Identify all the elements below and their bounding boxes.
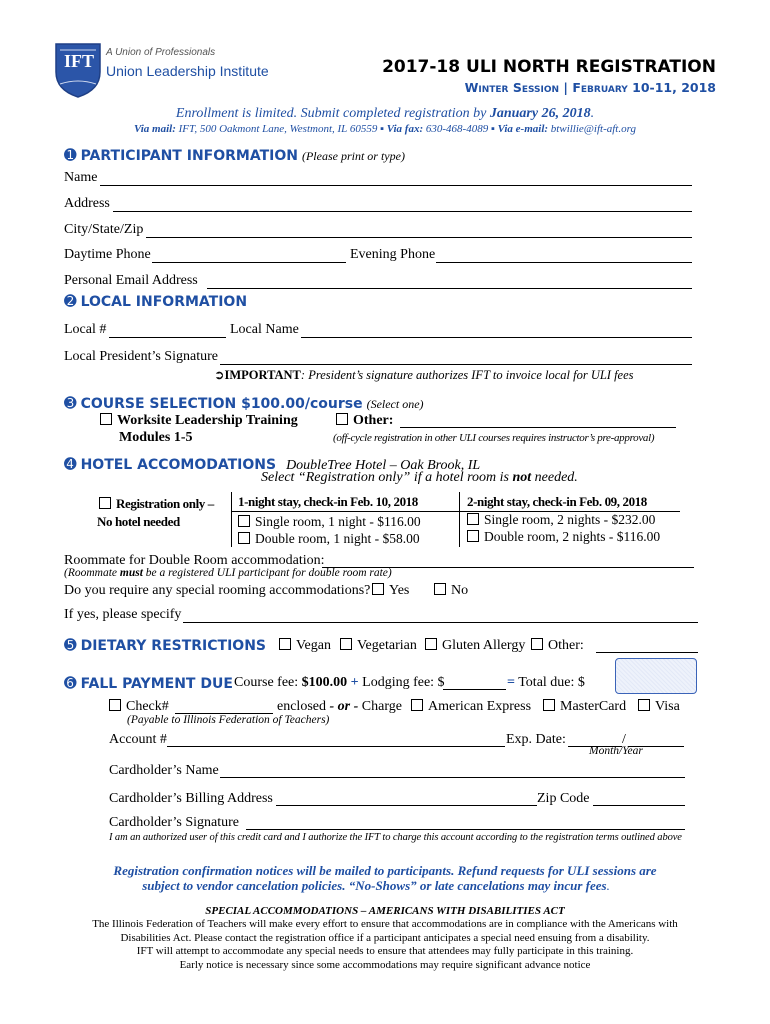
one-night-header: 1-night stay, check-in Feb. 10, 2018 — [238, 494, 418, 509]
amex-option[interactable]: American Express — [411, 699, 531, 715]
specify-field[interactable] — [183, 622, 698, 623]
two-night-double-checkbox[interactable] — [467, 530, 479, 542]
logo-tagline: A Union of Professionals — [106, 47, 216, 58]
two-night-header: 2-night stay, check-in Feb. 09, 2018 — [467, 494, 647, 509]
total-due-field[interactable] — [615, 658, 697, 694]
cardholder-name-field[interactable] — [220, 777, 685, 778]
arrow-icon: ➲ — [214, 368, 225, 382]
local-name-label: Local Name — [230, 322, 299, 337]
visa-option[interactable]: Visa — [638, 699, 680, 715]
vegetarian-checkbox[interactable] — [340, 638, 352, 650]
zip-code-field[interactable] — [593, 805, 685, 806]
enclosed-charge-text: enclosed - or - Charge — [277, 699, 402, 714]
enrollment-note: Enrollment is limited. Submit completed registration by January 26, 2018. — [175, 106, 595, 121]
roommate-label: Roommate for Double Room accommodation: — [64, 553, 325, 568]
billing-address-label: Cardholder’s Billing Address — [109, 791, 273, 806]
account-label: Account # — [109, 732, 167, 747]
section-course-header: ➌ COURSE SELECTION $100.00/course (Select one) — [64, 394, 424, 412]
two-night-double-option[interactable]: Double room, 2 nights - $116.00 — [467, 529, 660, 545]
logo-letters: IFT — [63, 51, 94, 71]
session-subtitle: Winter Session | February 10-11, 2018 — [464, 80, 716, 95]
personal-email-field[interactable] — [207, 288, 692, 289]
authorization-statement: I am an authorized user of this credit card and I authorize the IFT to charge this account according to the registration terms outlined above — [109, 832, 682, 843]
local-name-field[interactable] — [301, 337, 692, 338]
rooming-no-checkbox[interactable] — [434, 583, 446, 595]
email-link[interactable]: btwillie@ift-aft.org — [550, 123, 636, 135]
rooming-no-option[interactable]: No — [434, 583, 468, 599]
specify-label: If yes, please specify — [64, 607, 182, 622]
roommate-note: (Roommate must be a registered ULI participant for double room rate) — [64, 567, 392, 579]
no-hotel-label: No hotel needed — [97, 514, 180, 529]
check-checkbox[interactable] — [109, 699, 121, 711]
month-year-hint: Month/Year — [589, 745, 643, 757]
mastercard-option[interactable]: MasterCard — [543, 699, 626, 715]
local-number-field[interactable] — [109, 337, 226, 338]
enrollment-deadline: January 26, 2018 — [489, 106, 591, 121]
vegan-checkbox[interactable] — [279, 638, 291, 650]
rooming-yes-checkbox[interactable] — [372, 583, 384, 595]
page-title: 2017-18 ULI NORTH REGISTRATION — [382, 57, 716, 77]
diet-other-field[interactable] — [596, 652, 698, 653]
daytime-phone-label: Daytime Phone — [64, 247, 151, 262]
exp-slash: / — [622, 732, 626, 747]
amex-checkbox[interactable] — [411, 699, 423, 711]
city-state-zip-label: City/State/Zip — [64, 222, 144, 237]
diet-vegetarian-option[interactable]: Vegetarian — [340, 638, 417, 654]
section-dietary-header: ➎ DIETARY RESTRICTIONS — [64, 636, 266, 654]
section-payment-header: ➏ FALL PAYMENT DUE — [64, 674, 233, 692]
one-night-double-option[interactable]: Double room, 1 night - $58.00 — [238, 531, 420, 547]
section-participant-header: ➊ PARTICIPANT INFORMATION (Please print or type) — [64, 146, 405, 164]
visa-checkbox[interactable] — [638, 699, 650, 711]
diet-vegan-option[interactable]: Vegan — [279, 638, 331, 654]
cardholder-name-label: Cardholder’s Name — [109, 763, 219, 778]
mastercard-checkbox[interactable] — [543, 699, 555, 711]
lodging-fee-field[interactable] — [443, 689, 506, 690]
rooming-yes-option[interactable]: Yes — [372, 583, 409, 599]
name-field[interactable] — [100, 185, 692, 186]
course-option-worksite[interactable]: Worksite Leadership Training — [100, 413, 298, 429]
course-modules-label: Modules 1-5 — [119, 430, 193, 445]
registration-only-option[interactable]: Registration only – — [99, 496, 214, 512]
ift-logo — [54, 42, 269, 98]
other-course-note: (off-cycle registration in other ULI courses requires instructor’s pre-approval) — [333, 432, 655, 444]
diet-other-option[interactable]: Other: — [531, 638, 584, 654]
account-number-field[interactable] — [167, 746, 505, 747]
daytime-phone-field[interactable] — [152, 262, 346, 263]
section-local-header: ➋ LOCAL INFORMATION — [64, 292, 248, 310]
other-course-field[interactable] — [400, 427, 676, 428]
address-label: Address — [64, 196, 110, 211]
special-rooming-question: Do you require any special rooming accommodations? — [64, 583, 371, 598]
cardholder-signature-field[interactable] — [246, 829, 685, 830]
evening-phone-field[interactable] — [436, 262, 692, 263]
diet-gluten-option[interactable]: Gluten Allergy — [425, 638, 525, 654]
diet-other-checkbox[interactable] — [531, 638, 543, 650]
course-option-other[interactable]: Other: — [336, 413, 393, 429]
hotel-options-table — [95, 492, 680, 547]
cardholder-signature-label: Cardholder’s Signature — [109, 815, 239, 830]
important-note: ➲IMPORTANT: President’s signature authorizes IFT to invoice local for ULI fees — [214, 368, 634, 382]
other-course-checkbox[interactable] — [336, 413, 348, 425]
personal-email-label: Personal Email Address — [64, 273, 198, 288]
logo-name: Union Leadership Institute — [106, 63, 269, 79]
exp-date-label: Exp. Date: — [506, 732, 566, 747]
evening-phone-label: Evening Phone — [350, 247, 436, 262]
total-line: = Total due: $ — [507, 675, 585, 690]
payable-note: (Payable to Illinois Federation of Teachers) — [127, 714, 330, 726]
section-hotel-header: ➍ HOTEL ACCOMODATIONS DoubleTree Hotel – Oak Brook, IL — [64, 455, 481, 473]
ada-title: SPECIAL ACCOMMODATIONS – AMERICANS WITH DISABILITIES ACT — [205, 905, 565, 917]
ada-text: The Illinois Federation of Teachers will make every effort to ensure that accommodations are in compliance with the Americans with Disabilities Act. Please contact the registration office if a participant anticipates a special need ensuing from a disability. IFT will attempt to accommodate any special needs to ensure that attendees may fully participate in this training. Early notice is necessary since some accommodations may require significant advance notice — [92, 918, 678, 971]
one-night-single-option[interactable]: Single room, 1 night - $116.00 — [238, 514, 421, 530]
two-night-single-checkbox[interactable] — [467, 513, 479, 525]
worksite-checkbox[interactable] — [100, 413, 112, 425]
zip-code-label: Zip Code — [537, 791, 590, 806]
one-night-double-checkbox[interactable] — [238, 532, 250, 544]
local-number-label: Local # — [64, 322, 107, 337]
president-signature-label: Local President’s Signature — [64, 349, 218, 364]
two-night-single-option[interactable]: Single room, 2 nights - $232.00 — [467, 512, 655, 528]
check-option[interactable]: Check# — [109, 699, 169, 715]
confirmation-notice: Registration confirmation notices will be mailed to participants. Refund requests for ULI sessions are subject to vendor cancelation policies. “No-Shows” or late cancelations may incur fees. — [113, 863, 657, 893]
billing-address-field[interactable] — [276, 805, 537, 806]
gluten-checkbox[interactable] — [425, 638, 437, 650]
president-signature-field[interactable] — [220, 364, 692, 365]
address-field[interactable] — [113, 211, 692, 212]
hotel-select-note: Select “Registration only” if a hotel room is not needed. — [261, 470, 578, 485]
fee-line: Course fee: $100.00 + Lodging fee: $ — [234, 675, 445, 690]
submission-methods: Via mail: IFT, 500 Oakmont Lane, Westmont, IL 60559 ▪ Via fax: 630-468-4089 ▪ Via e-mail: btwillie@ift-aft.org — [134, 123, 636, 135]
registration-only-checkbox[interactable] — [99, 497, 111, 509]
one-night-single-checkbox[interactable] — [238, 515, 250, 527]
city-state-zip-field[interactable] — [146, 237, 692, 238]
name-label: Name — [64, 170, 98, 185]
